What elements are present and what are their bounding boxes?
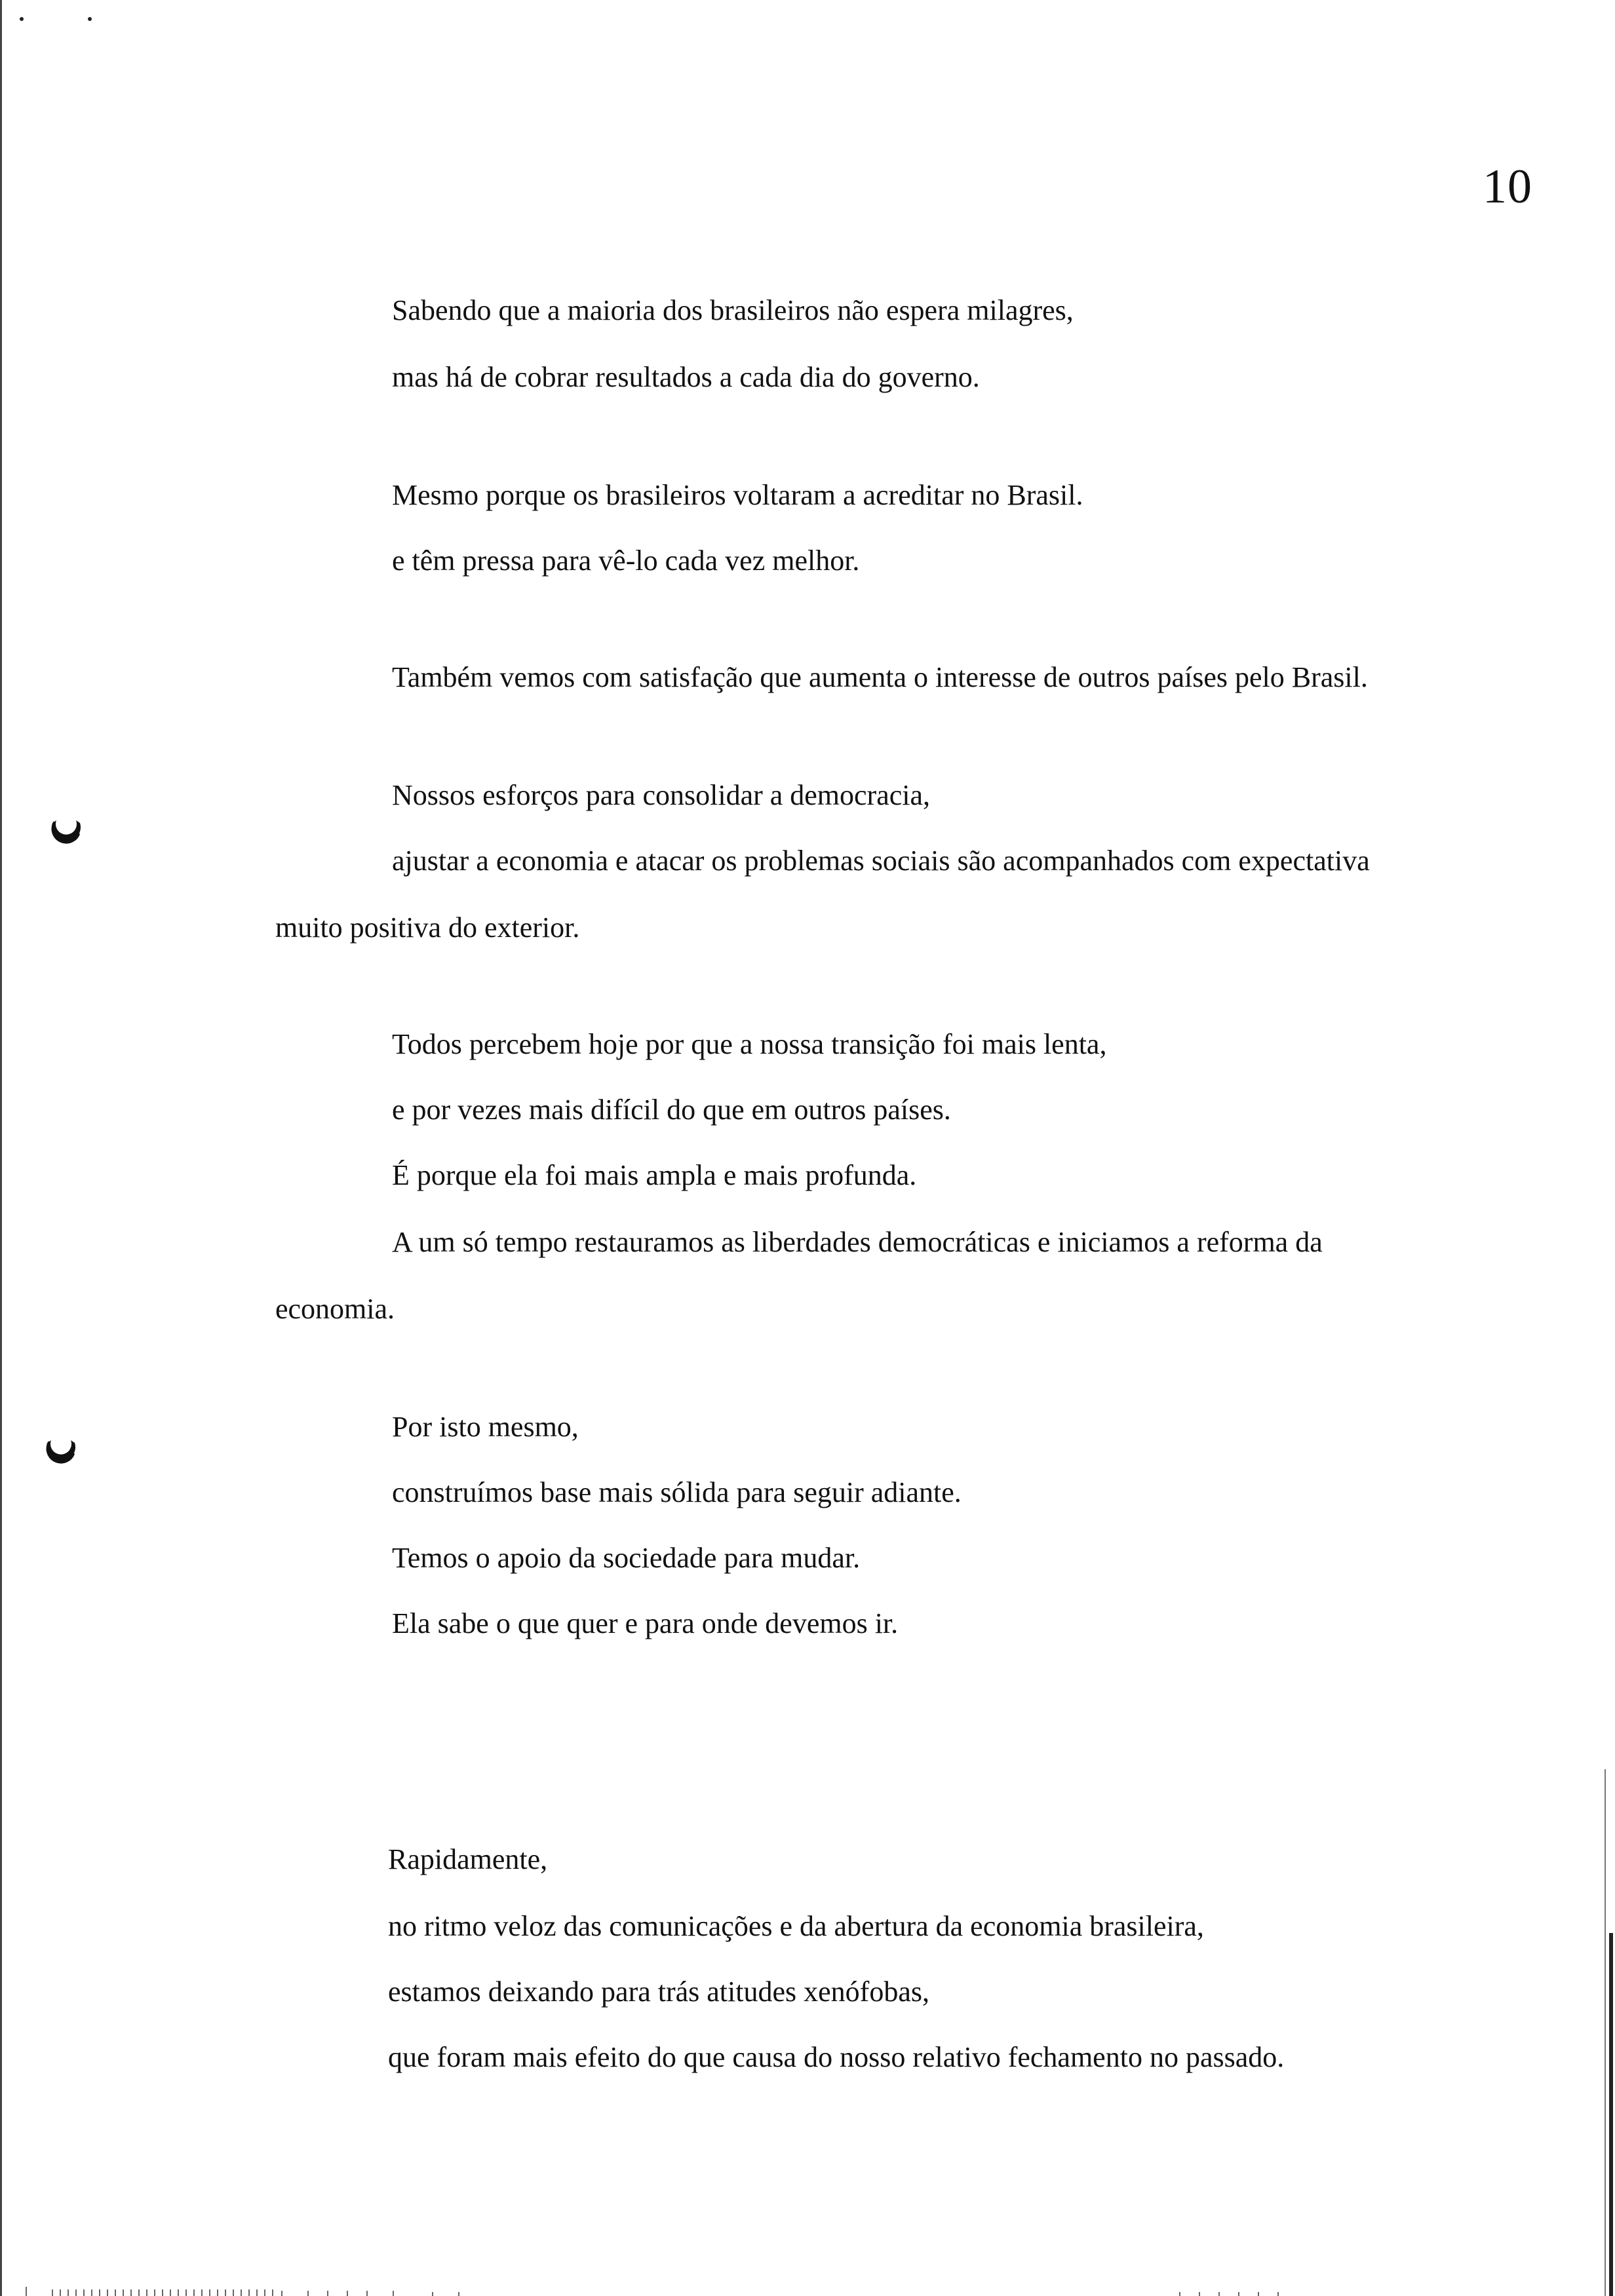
text-line: É porque ela foi mais ampla e mais profunda. bbox=[392, 1159, 917, 1191]
text-line: Por isto mesmo, bbox=[392, 1411, 579, 1443]
text-line: Todos percebem hoje por que a nossa transição foi mais lenta, bbox=[392, 1028, 1107, 1060]
text-line: ajustar a economia e atacar os problemas sociais são acompanhados com expectativa bbox=[392, 845, 1370, 877]
punch-hole-icon bbox=[47, 810, 85, 848]
scan-speck bbox=[88, 17, 92, 21]
scan-edge-left bbox=[0, 0, 2, 2296]
text-line: Temos o apoio da sociedade para mudar. bbox=[392, 1542, 861, 1574]
text-line: que foram mais efeito do que causa do nosso relativo fechamento no passado. bbox=[388, 2041, 1285, 2073]
text-line: e têm pressa para vê-lo cada vez melhor. bbox=[392, 545, 860, 577]
text-line: economia. bbox=[275, 1293, 395, 1325]
text-line: Mesmo porque os brasileiros voltaram a acreditar no Brasil. bbox=[392, 479, 1083, 511]
scan-noise bbox=[0, 2283, 1615, 2296]
text-line: Também vemos com satisfação que aumenta o interesse de outros países pelo Brasil. bbox=[392, 661, 1368, 693]
text-line: mas há de cobrar resultados a cada dia do governo. bbox=[392, 361, 980, 393]
page-number: 10 bbox=[1483, 160, 1532, 214]
text-line: A um só tempo restauramos as liberdades democráticas e iniciamos a reforma da bbox=[392, 1226, 1323, 1258]
text-line: Nossos esforços para consolidar a democracia, bbox=[392, 779, 931, 811]
punch-hole-icon bbox=[42, 1430, 80, 1468]
scan-edge-right bbox=[1609, 1933, 1613, 2296]
text-line: Ela sabe o que quer e para onde devemos ir. bbox=[392, 1607, 899, 1639]
text-line: Rapidamente, bbox=[388, 1843, 548, 1875]
text-line: muito positiva do exterior. bbox=[275, 911, 580, 944]
scan-speck bbox=[20, 17, 24, 21]
text-line: estamos deixando para trás atitudes xenófobas, bbox=[388, 1976, 929, 2008]
scan-edge-right-thin bbox=[1605, 1769, 1606, 2296]
text-line: construímos base mais sólida para seguir adiante. bbox=[392, 1476, 962, 1508]
text-line: Sabendo que a maioria dos brasileiros não espera milagres, bbox=[392, 294, 1074, 326]
text-line: no ritmo veloz das comunicações e da abertura da economia brasileira, bbox=[388, 1910, 1204, 1942]
text-line: e por vezes mais difícil do que em outros países. bbox=[392, 1094, 951, 1126]
